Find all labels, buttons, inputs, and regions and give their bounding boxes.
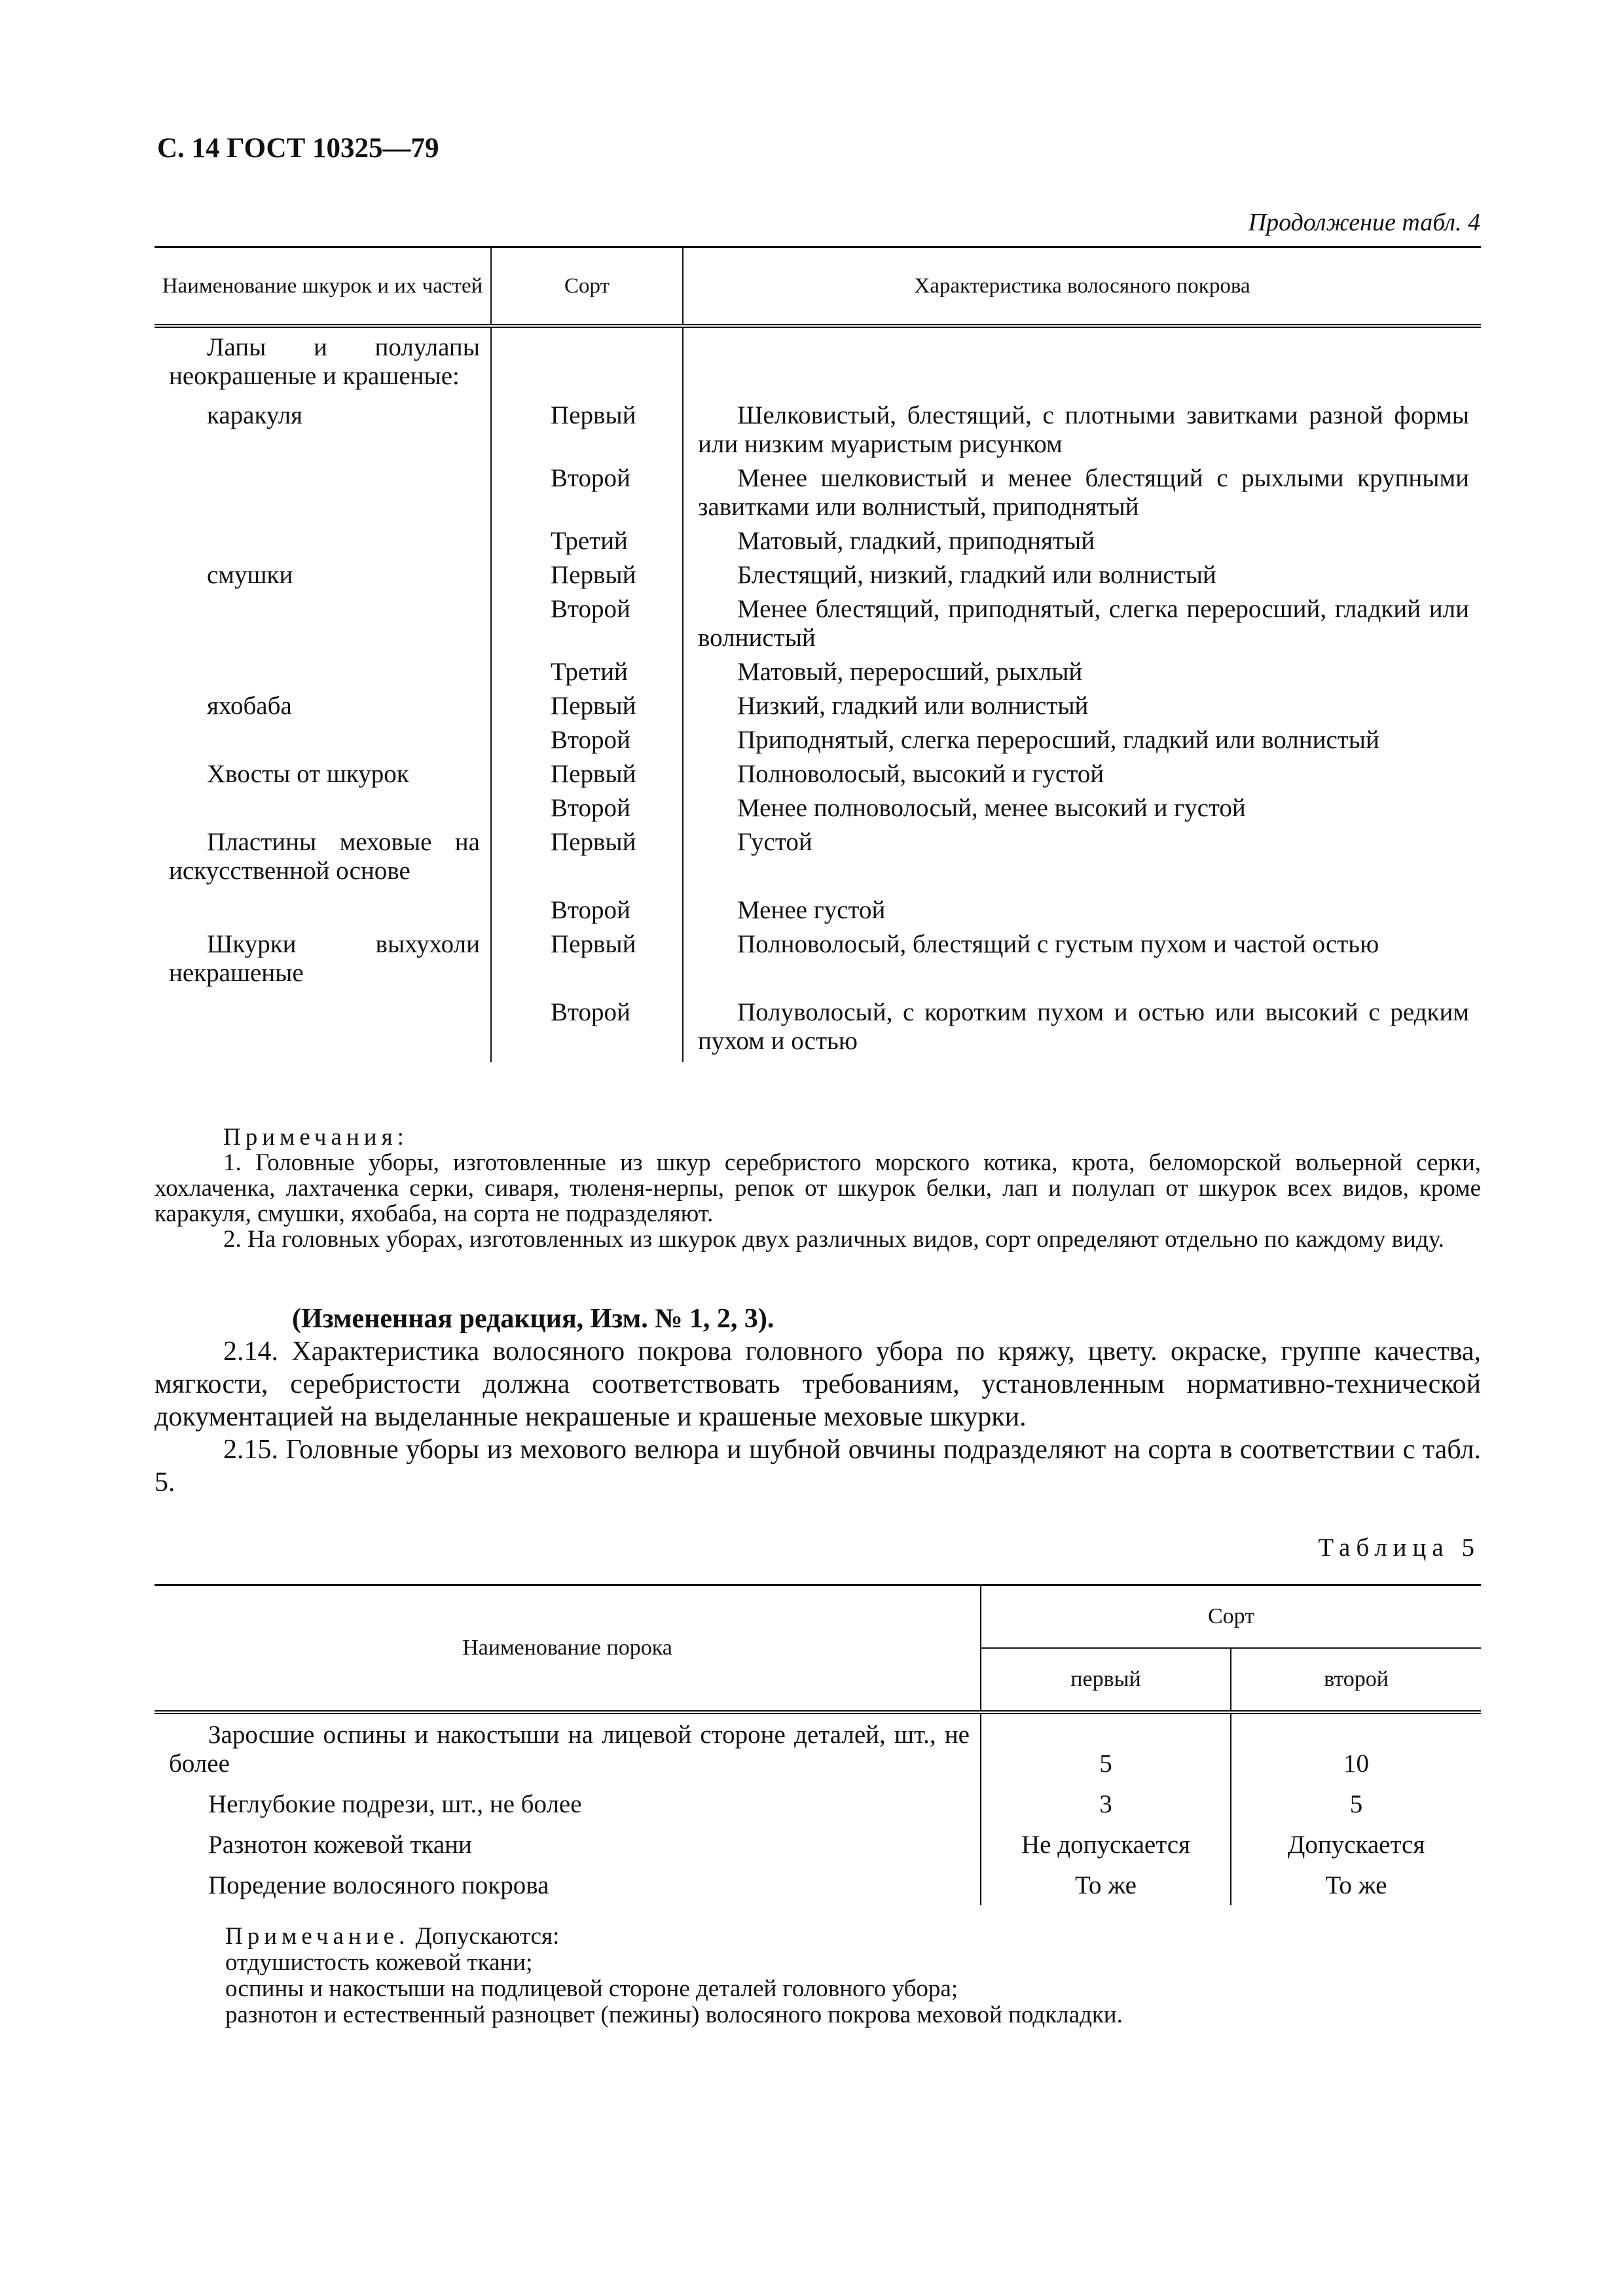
cell-first: Не допускается: [981, 1824, 1231, 1865]
cell-grade: Второй: [491, 590, 683, 653]
cell-first: 3: [981, 1784, 1231, 1824]
cell-grade: Первый: [491, 925, 683, 988]
table-5-header-defect: Наименование порока: [155, 1585, 981, 1713]
table-row: [155, 755, 1481, 789]
cell-name: Хвосты от шкурок: [155, 755, 491, 789]
cell-second: То же: [1325, 1871, 1387, 1899]
table-4-notes: [155, 1124, 1481, 1252]
cell-characteristic: Менее полноволосый, менее высокий и густой: [737, 794, 1246, 822]
table-4-header-name: Наименование шкурок и их частей: [155, 247, 491, 327]
cell-name: каракуля: [155, 391, 491, 459]
cell-characteristic: Менее густой: [737, 896, 886, 924]
table-continuation-label: Продолжение табл. 4: [1248, 209, 1480, 236]
table-row: [155, 1712, 1481, 1784]
table-row: [155, 789, 1481, 823]
table-5: [155, 1584, 1481, 1905]
cell-characteristic: Низкий, гладкий или волнистый: [737, 692, 1089, 720]
table-4: [155, 246, 1481, 1062]
table-row: [155, 925, 1481, 988]
table-5-header-grade: Сорт: [981, 1585, 1481, 1649]
paragraph-2-15: 2.15. Головные уборы из мехового велюра и шубной овчины подразделяют на сорта в соответствии с табл. 5.: [155, 1435, 1481, 1498]
cell-second: 10: [1343, 1749, 1369, 1778]
cell-defect: Поредение волосяного покрова: [155, 1865, 981, 1905]
table-row: [155, 326, 1481, 391]
cell-characteristic: Шелковистый, блестящий, с плотными завитками разной формы или низким муаристым рисунком: [698, 401, 1469, 458]
cell-grade: Первый: [491, 755, 683, 789]
cell-defect: Заросшие оспины и накостыши на лицевой стороне деталей, шт., не более: [155, 1712, 981, 1784]
table-5-header-first: первый: [981, 1648, 1231, 1712]
cell-characteristic: Матовый, переросший, рыхлый: [737, 658, 1083, 686]
note-intro: [225, 1924, 1482, 1950]
cell-name: яхобаба: [155, 687, 491, 721]
note-intro-text: Допускаются:: [415, 1923, 560, 1950]
edition-note: (Измененная редакция, Изм. № 1, 2, 3).: [292, 1304, 775, 1334]
table-row: [155, 590, 1481, 653]
table-row: [155, 1784, 1481, 1824]
cell-characteristic: Блестящий, низкий, гладкий или волнистый: [737, 561, 1216, 589]
cell-grade: Второй: [491, 459, 683, 522]
cell-characteristic: Густой: [737, 828, 812, 856]
cell-grade: Первый: [491, 823, 683, 886]
note-item: 2. На головных уборах, изготовленных из шкурок двух различных видов, сорт определяют отдельно по каждому виду.: [223, 1226, 1444, 1253]
cell-name: [155, 789, 491, 823]
table-row: [155, 653, 1481, 687]
note-label: Примечание.: [225, 1923, 410, 1950]
table-4-header-grade: Сорт: [491, 247, 683, 327]
cell-characteristic: [683, 326, 1481, 391]
table-5-header-second: второй: [1231, 1648, 1481, 1712]
note-item: отдушистость кожевой ткани;: [225, 1949, 533, 1976]
table-row: [155, 459, 1481, 522]
cell-defect: Разнотон кожевой ткани: [155, 1824, 981, 1865]
cell-first: То же: [981, 1865, 1231, 1905]
cell-grade: Третий: [491, 653, 683, 687]
cell-name: [155, 988, 491, 1062]
table-row: [155, 721, 1481, 755]
cell-name: смушки: [155, 556, 491, 590]
note-item: разнотон и естественный разноцвет (пежины) волосяного покрова меховой подкладки.: [225, 2001, 1123, 2028]
table-5-caption: Таблица 5: [1318, 1534, 1480, 1562]
cell-grade: Второй: [491, 988, 683, 1062]
note-item: 1. Головные уборы, изготовленные из шкур серебристого морского котика, крота, беломорской вольерной серки, хохлаченка, лахтаченка серки, сиваря, тюленя-нерпы, репок от шкурок белки, лап и полулап от шкурок всех видов, кроме каракуля, смушки, яхобаба, на сорта не подразделяют.: [155, 1149, 1481, 1227]
notes-heading: Примечания:: [223, 1124, 409, 1151]
table-row: [155, 522, 1481, 556]
cell-name: [155, 721, 491, 755]
cell-name: [155, 653, 491, 687]
cell-name: [155, 522, 491, 556]
cell-grade: Второй: [491, 721, 683, 755]
table-row: [155, 823, 1481, 886]
cell-name: [155, 886, 491, 925]
note-item: оспины и накостыши на подлицевой стороне деталей головного убора;: [225, 1975, 958, 2002]
cell-grade: Третий: [491, 522, 683, 556]
table-row: [155, 1824, 1481, 1865]
cell-grade: Второй: [491, 789, 683, 823]
cell-grade: Второй: [491, 886, 683, 925]
table-row: [155, 391, 1481, 459]
table-4-header-characteristic: Характеристика волосяного покрова: [683, 247, 1481, 327]
cell-characteristic: Матовый, гладкий, приподнятый: [737, 527, 1095, 555]
cell-second: Допускается: [1287, 1831, 1425, 1859]
table-row: [155, 556, 1481, 590]
paragraph-2-14: 2.14. Характеристика волосяного покрова головного убора по кряжу, цвету. окраске, группе качества, мягкости, серебристости должна соответствовать требованиям, установленным нормативно-технической документацией на выделанные некрашеные и крашеные меховые шкурки.: [155, 1336, 1481, 1432]
cell-characteristic: Полуволосый, с коротким пухом и остью или высокий с редким пухом и остью: [698, 998, 1469, 1055]
cell-grade: Первый: [491, 391, 683, 459]
body-text: [155, 1302, 1481, 1499]
cell-characteristic: Приподнятый, слегка переросший, гладкий или волнистый: [737, 726, 1379, 754]
cell-characteristic: Менее блестящий, приподнятый, слегка переросший, гладкий или волнистый: [698, 595, 1469, 652]
cell-name: Пластины меховые на искусственной основе: [169, 828, 480, 885]
page-header: С. 14 ГОСТ 10325—79: [157, 133, 439, 164]
cell-second: 5: [1349, 1790, 1363, 1818]
table-row: [155, 886, 1481, 925]
cell-name: Шкурки выхухоли некрашеные: [169, 930, 480, 987]
cell-grade: Первый: [491, 687, 683, 721]
cell-grade: [491, 326, 683, 391]
cell-characteristic: Менее шелковистый и менее блестящий с рыхлыми крупными завитками или волнистый, приподнятый: [698, 464, 1469, 521]
cell-characteristic: Полноволосый, высокий и густой: [737, 760, 1104, 788]
table-row: [155, 988, 1481, 1062]
table-row: [155, 687, 1481, 721]
cell-characteristic: Полноволосый, блестящий с густым пухом и частой остью: [737, 930, 1379, 958]
cell-first: 5: [981, 1712, 1231, 1784]
cell-name: Лапы и полулапы неокрашеные и крашеные:: [169, 333, 480, 390]
cell-grade: Первый: [491, 556, 683, 590]
table-row: [155, 1865, 1481, 1905]
cell-name: [155, 590, 491, 653]
cell-name: [155, 459, 491, 522]
cell-defect: Неглубокие подрези, шт., не более: [155, 1784, 981, 1824]
table-5-note: [225, 1924, 1482, 2028]
